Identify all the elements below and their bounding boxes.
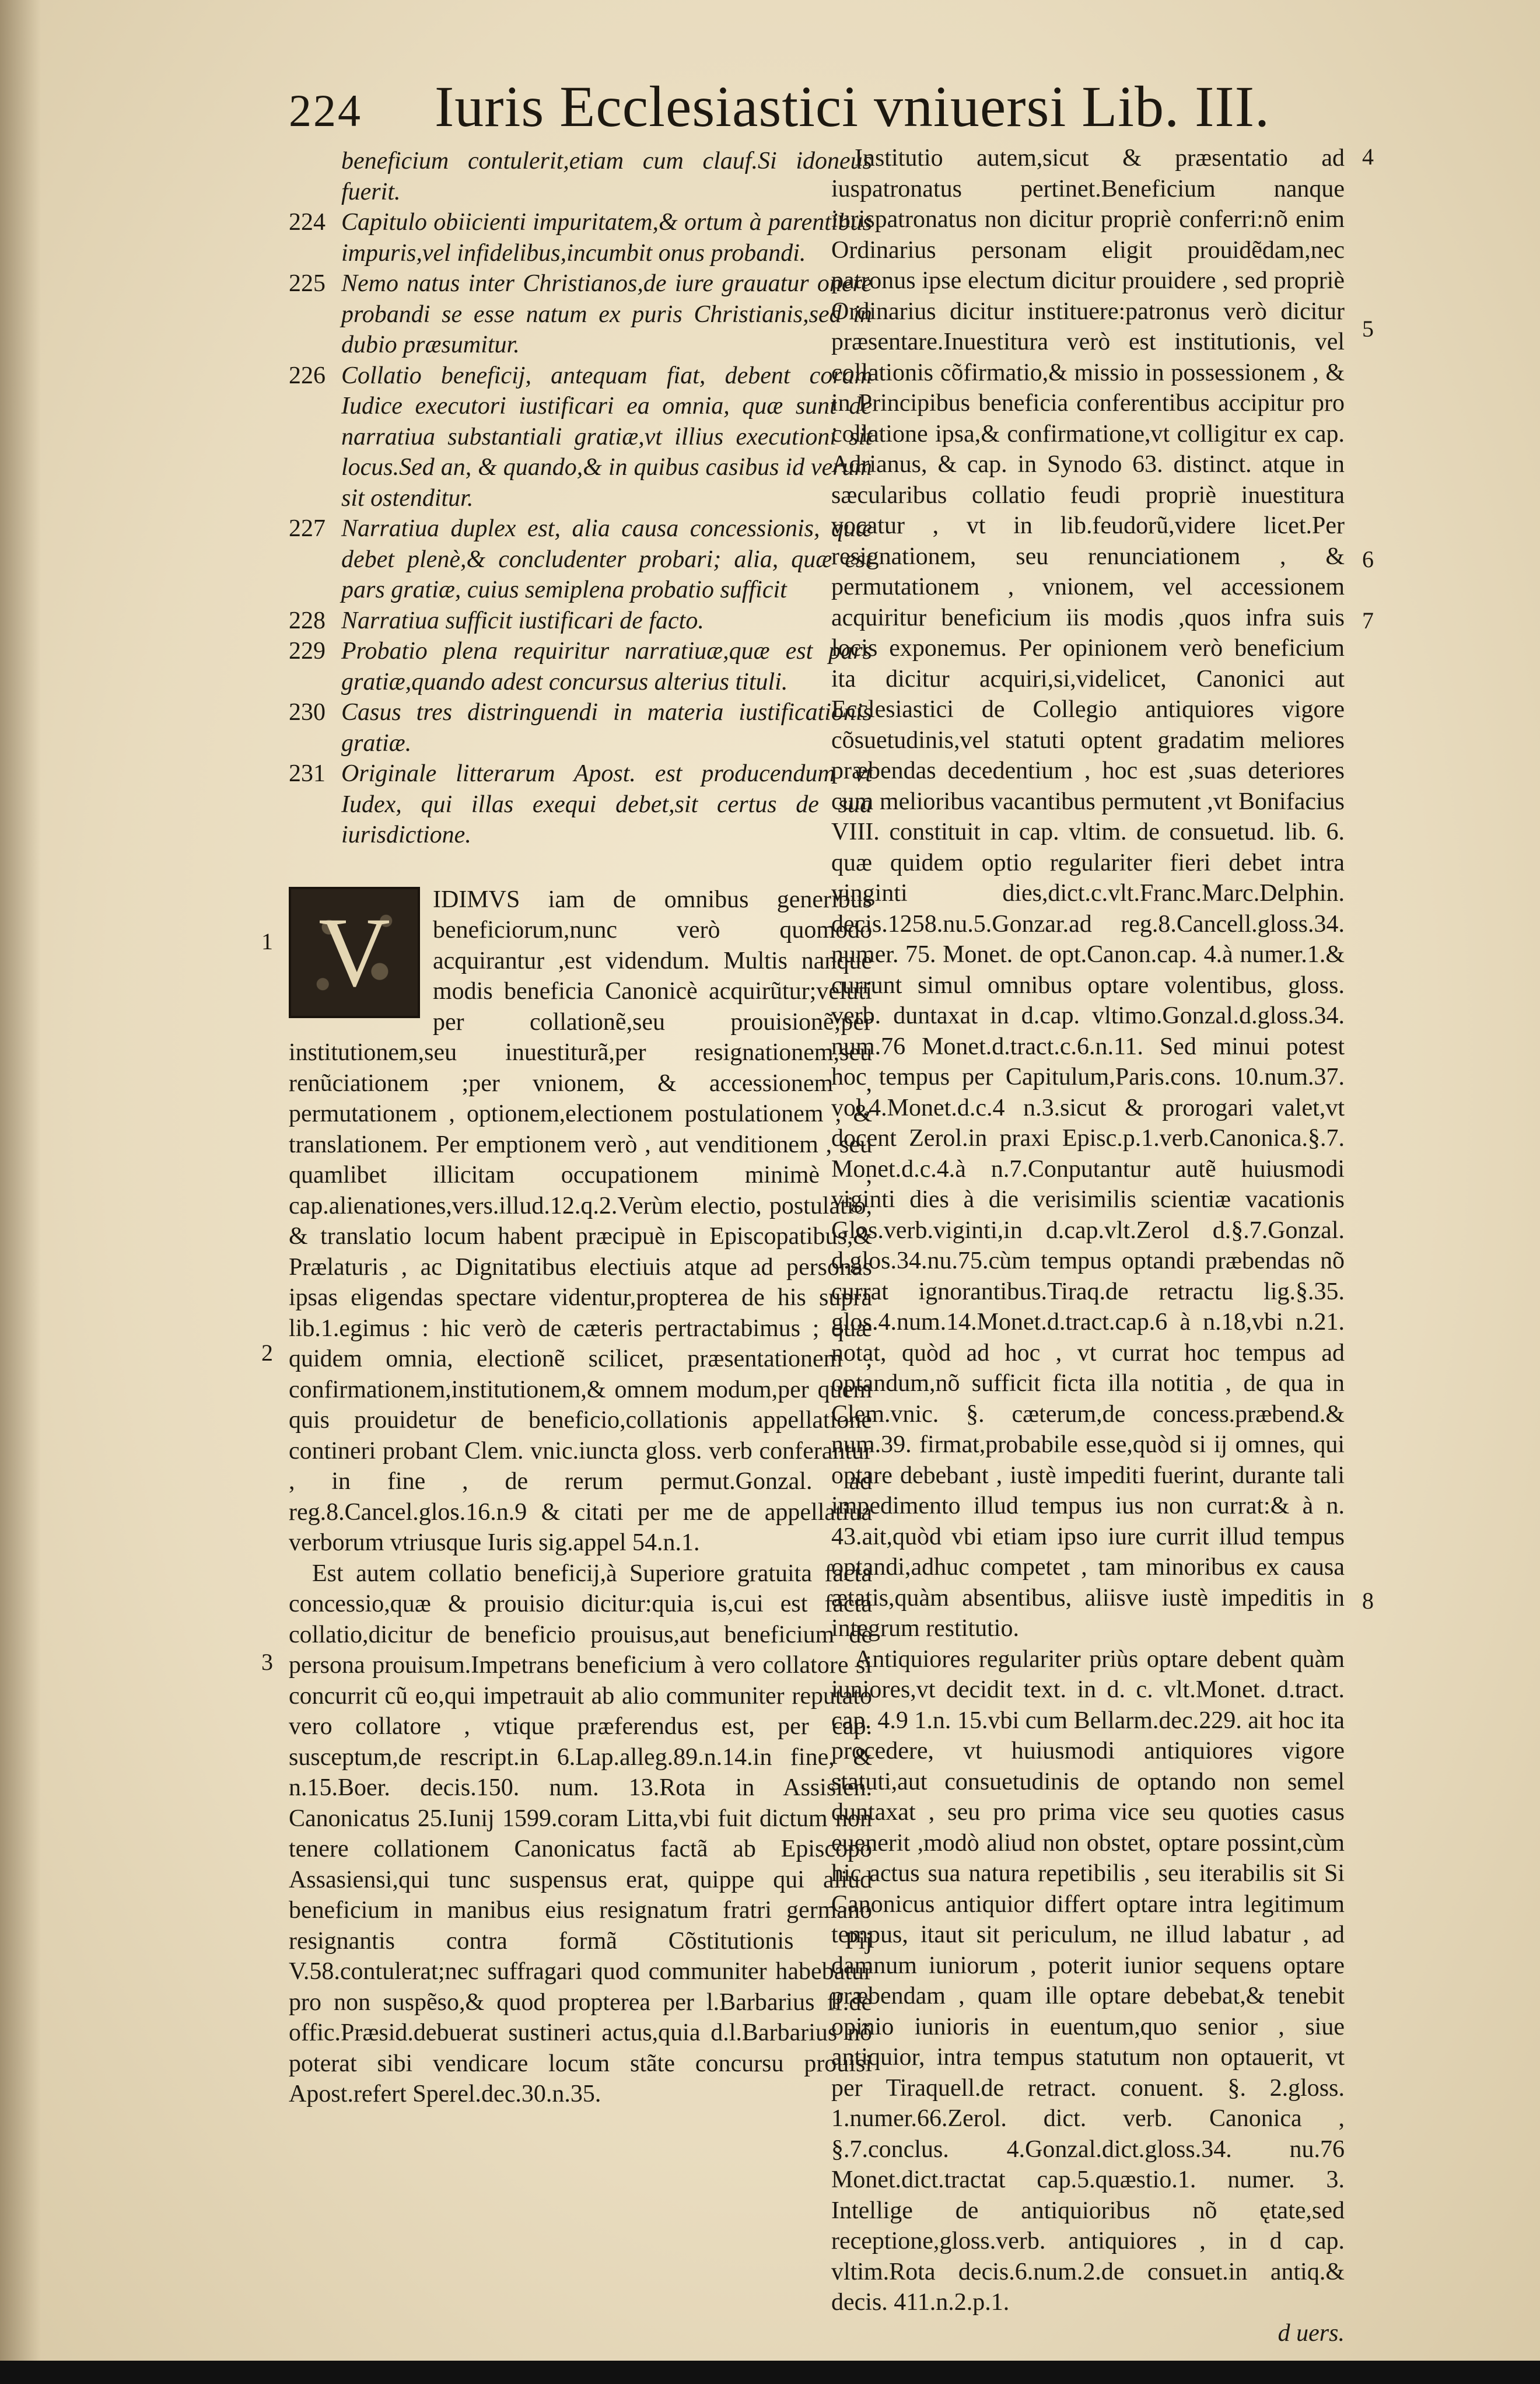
index-number: 230 [289,699,326,726]
index-number: 231 [289,760,326,787]
index-item [289,697,872,758]
scan-bottom-edge [0,2361,1540,2384]
index-number: 225 [289,270,326,297]
body-paragraph: Antiquiores regulariter priùs optare debent quàm iuniores,vt decidit text. in d. c. vlt.Monet. d.tract. cap. 4.9 1.n. 15.vbi cum Bellarm.dec.229. ait hoc ita procedere, vt huiusmodi antiquiores vigore statuti,aut consuetudinis de optando non semel duntaxat , seu pro prima vice seu quoties casus euenerit ,modò aliud non obstet, optare possint,cùm hic actus sua natura repetibilis , seu iterabilis sit Si Canonicus antiquior differt optare intra legitimum tempus, itaut sit periculum, ne illud labatur , ad damnum iuniorum , poterit iunior sequens optare præbendam , quam ille optare debebat,& tenebit opinio iunioris in euentum,quo senior , siue antiquior, intra tempus statutum non optauerit, vt per Tiraquell.de retract. conuent. §. 2.gloss. 1.numer.66.Zerol. dict. verb. Canonica , §.7.conclus. 4.Gonzal.dict.gloss.34. nu.76 Monet.dict.tractat cap.5.quæstio.1. numer. 3. Intellige de antiquioribus nõ ętate,sed receptione,gloss.verb. antiquiores , in d cap. vltim.Rota decis.6.num.2.de consuet.in antiq.& decis. 411.n.2.p.1. [831,1645,1345,2316]
index-text: Narratiua sufficit iustificari de facto. [341,607,704,634]
index-text: Casus tres distringuendi in materia iustificationis gratiæ. [341,699,872,757]
catchword: d uers. [1278,2319,1345,2347]
index-item [289,268,872,361]
index-item [289,361,872,514]
index-item [289,606,872,637]
index-item [289,207,872,268]
body-paragraph: Institutio autem,sicut & præsentatio ad iuspatronatus pertinet.Beneficium nanque iurispatronatus non dicitur propriè conferri:nõ enim Ordinarius personam eligit prouidẽdam,nec patronus ipse electum dicitur prouidere , sed propriè Ordinarius dicitur instituere:patronus verò dicitur præsentare.Inuestitura verò est institutionis, vel collationis cõfirmatio,& missio in possessionem , & in Principibus beneficia conferentibus accipitur pro collatione ipsa,& confirmatione,vt colligitur ex cap. Adrianus, & cap. in Synodo 63. distinct. atque in sæcularibus collatio feudi propriè inuestitura vocatur , vt in lib.feudorũ,videre licet.Per resignationem, seu renunciationem , & permutationem , vnionem, vel accessionem acquiritur beneficium iis modis ,quos infra suis locis exponemus. Per opinionem verò beneficium ita dicitur acquiri,si,videlicet, Canonici aut Ecclesiastici de Collegio antiquiores vigore cõsuetudinis,vel statuti optent gradatim meliores præbendas decedentium , hoc est ,suas deteriores cum melioribus vacantibus permutent ,vt Bonifacius VIII. constituit in cap. vltim. de consuetud. lib. 6. quæ quidem optio regulariter fieri debet intra vinginti dies,dict.c.vlt.Franc.Marc.Delphin. decis.1258.nu.5.Gonzar.ad reg.8.Cancell.gloss.34. numer. 75. Monet. de opt.Canon.cap. 4.à numer.1.& currunt simul omnibus optare volentibus, gloss. verb. duntaxat in d.cap. vltimo.Gonzal.d.gloss.34. num.76 Monet.d.tract.c.6.n.11. Sed minui potest hoc tempus per Capitulum,Paris.cons. 10.num.37. vol.4.Monet.d.c.4 n.3.sicut & prorogari valet,vt docent Zerol.in praxi Episc.p.1.verb.Canonica.§.7. Monet.d.c.4.à n.7.Conputantur autẽ huiusmodi viginti dies à die verisimilis scientiæ vacationis Glos.verb.viginti,in d.cap.vlt.Zerol d.§.7.Gonzal. d.glos.34.nu.75.cùm tempus optandi præbendas nõ currat ignorantibus.Tiraq.de retractu lig.§.35. glos.4.num.14.Monet.d.tract.cap.6 à n.18,vbi n.21. notat, quòd ad hoc , vt currat hoc tempus ad optandum,nõ sufficit ficta illa notitia , de qua in Clem.vnic. §. cæterum,de concess.præbend.& num.39. firmat,probabile esse,quòd si ij omnes, qui optare debebant , iustè impediti fuerint, durante tali impedimento illud tempus ius non currat:& à n. 43.ait,quòd vbi etiam ipso iure currit illud tempus optandi,adhuc competet , tam minoribus ex causa ætatis,quàm absentibus, aliisve iustè impeditis in integrum restitutio. [831,145,1345,1642]
index-text: Originale litterarum Apost. est producendum vt Iudex, qui illas exequi debet,sit certus de sua iurisdictione. [341,760,872,848]
index-number: 227 [289,515,326,542]
index-number: 228 [289,607,326,634]
index-text: Narratiua duplex est, alia causa concessionis, quæ debet plenè,& concludenter probari; alia, quæ est pars gratiæ, cuius semiplena probatio sufficit [341,515,872,603]
margin-number: 5 [1362,316,1374,342]
margin-number: 7 [1362,607,1374,634]
index-item [289,758,872,851]
index-text: Capitulo obiicienti impuritatem,& ortum à parentibus impuris,vel infidelibus,incumbit onus probandi. [341,209,872,267]
margin-number: 4 [1362,144,1374,170]
index-text: Nemo natus inter Christianos,de iure grauatur onere probandi se esse natum ex puris Christianis,sed in dubio præsumitur. [341,270,872,358]
margin-number: 6 [1362,546,1374,572]
body-paragraph: Est autem collatio beneficij,à Superiore gratuita facta concessio,quæ & prouisio dicitur:quia is,cui est facta collatio,dicitur de beneficio prouisus,aut beneficium de persona prouisum.Impetrans beneficium à vero collatore si concurrit cũ eo,qui impetrauit ab alio communiter reputato vero collatore , vtique præferendus est, per cap. susceptum,de rescript.in 6.Lap.alleg.89.n.14.in fine, & n.15.Boer. decis.150. num. 13.Rota in Assisien. Canonicatus 25.Iunij 1599.coram Litta,vbi fuit dictum non tenere collationem Canonicatus factã ab Episcopo Assasiensi,qui tunc suspensus erat, quippe qui aliud beneficium in manibus eius resignatum fratri germano resignantis contra formã Cõstitutionis Pij V.58.contulerat;nec suffragari quod communiter habebatur pro non suspẽso,& quod propterea per l.Barbarius ff.de offic.Præsid.debuerat sustineri actus,quia d.l.Barbarius nõ poterat sibi vendicare locum stãte concursu prouisi Apost.refert Sperel.dec.30.n.35. [289,1560,872,2107]
page-header [289,73,1315,137]
margin-number: 2 [261,1340,273,1366]
index-number: 229 [289,638,326,665]
index-text: Collatio beneficij, antequam fiat, debent coram Iudice executori iustificari ea omnia, quæ sunt de narratiua substantiali gratiæ,vt illius executioni sit locus.Sed an, & quando,& in quibus casibus id verum sit ostenditur. [341,362,872,512]
index-number: 224 [289,209,326,236]
index-item [289,513,872,606]
margin-number: 1 [261,928,273,955]
running-title: Iuris Ecclesiastici vniuersi Lib. III. [435,74,1270,139]
left-body [289,885,872,2110]
decorated-initial: V [289,887,420,1018]
body-paragraph: IDIMVS iam de omnibus generibus beneficiorum,nunc verò quomodo acquirantur ,est videndum. Multis nanque modis beneficia Canonicè acquirũtur;veluti per collationẽ,seu prouisionẽ;per institutionem,seu inuestiturã,per resignationem,seu renũciationem ;per vnionem, & accessionem , permutationem , optionem,electionem postulationem , & translationem. Per emptionem verò , aut venditionem , seu quamlibet illicitam occupationem minimè , cap.alienationes,vers.illud.12.q.2.Verùm electio, postulatio, & translatio locum habent præcipuè in Episcopatibus,& Prælaturis , ac Dignitatibus electiuis atque ad personas ipsas eligendas spectare videntur,propterea de his supra lib.1.egimus : hic verò de cæteris pertractabimus ; quæ quidem omnia, electionẽ scilicet, præsentationem , confirmationem,institutionem,& omnem modum,per quem quis prouidetur de beneficio,collationis appellatione contineri probant Clem. vnic.iuncta gloss. verb conferantur , in fine , de rerum permut.Gonzal. ad reg.8.Cancel.glos.16.n.9 & citati per me de appellatiua verborum vtriusque Iuris sig.appel 54.n.1. [289,886,872,1556]
left-column [289,146,872,2110]
margin-number: 3 [261,1649,273,1675]
page-number: 224 [289,85,362,136]
index-item [289,146,872,207]
index-item [289,636,872,697]
index-intro: beneficium contulerit,etiam cum clauf.Si idoneus fuerit. [341,148,872,205]
right-column [831,143,1345,2348]
gutter-shadow [0,0,41,2384]
index-text: Probatio plena requiritur narratiuæ,quæ est pars gratiæ,quando adest concursus alterius tituli. [341,638,872,695]
margin-number: 8 [1362,1588,1374,1614]
index-number: 226 [289,362,326,389]
